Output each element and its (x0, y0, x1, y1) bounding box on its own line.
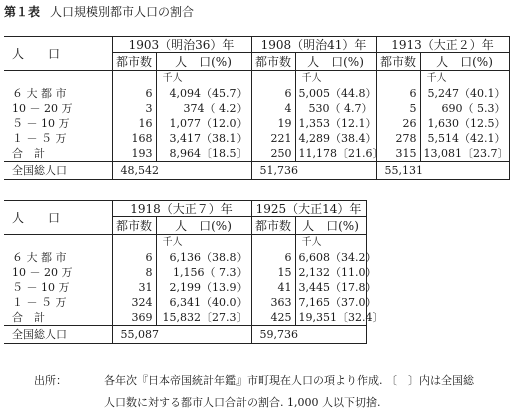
population-cell: 6,136（38.8） (156, 250, 251, 265)
unit-row (4, 235, 366, 251)
cities-cell: 31 (112, 280, 156, 295)
cities-cell: 4 (251, 101, 295, 116)
cities-cell: 324 (112, 295, 156, 310)
cities-count-header: 都市数 (376, 53, 420, 71)
population-header: 人 口(%) (420, 53, 509, 71)
period-header-1918: 1918（大正７）年 (112, 201, 251, 217)
source-label: 出所： (34, 374, 67, 387)
row-label: １ － ５ 万 (12, 132, 67, 145)
population-header: 人 口(%) (295, 53, 376, 71)
cities-cell: 369 (112, 310, 156, 326)
population-cell: 4,289（38.4） (295, 131, 376, 146)
period-header-1903: 1903（明治36）年 (112, 37, 251, 53)
national-population-cell: 51,736 (251, 162, 376, 180)
row-label: ６ 大 都 市 (12, 87, 67, 100)
row-label: 10 － 20 万 (12, 266, 73, 279)
table-row-total (4, 146, 509, 162)
population-cell: 11,178〔21.6〕 (295, 146, 376, 162)
table-title: 人口規模別都市人口の割合 (50, 5, 195, 19)
population-cell: 2,132（11.0） (295, 265, 366, 280)
cities-cell: 8 (112, 265, 156, 280)
cities-count-header: 都市数 (112, 53, 156, 71)
cities-cell: 278 (376, 131, 420, 146)
row-label: １ － ５ 万 (12, 296, 67, 309)
population-cell: 3,445（17.8） (295, 280, 366, 295)
unit-label: 千人 (156, 71, 251, 87)
population-cell: 6,341（40.0） (156, 295, 251, 310)
unit-label: 千人 (295, 235, 366, 251)
unit-label: 千人 (420, 71, 509, 87)
table-row (4, 250, 366, 265)
national-population-cell: 55,087 (112, 326, 251, 344)
cities-count-header: 都市数 (251, 53, 295, 71)
population-cell: 5,247（40.1） (420, 86, 509, 101)
cities-cell: 250 (251, 146, 295, 162)
population-cell: 7,165（37.0） (295, 295, 366, 310)
cities-cell: 315 (376, 146, 420, 162)
row-label: 10 － 20 万 (12, 102, 73, 115)
national-population-cell: 48,542 (112, 162, 251, 180)
cities-cell: 3 (112, 101, 156, 116)
cities-count-header: 都市数 (251, 217, 295, 235)
population-cell: 374（ 4.2） (156, 101, 251, 116)
population-cell: 530（ 4.7） (295, 101, 376, 116)
source-note-line-2: 人口数に対する都市人口合計の割合. 1,000 人以下切捨. (104, 396, 381, 409)
population-cell: 3,417（38.1） (156, 131, 251, 146)
cities-cell: 6 (251, 250, 295, 265)
header-row-period (4, 201, 366, 217)
population-header: 人 口(%) (295, 217, 366, 235)
row-label: 全国総人口 (4, 326, 112, 344)
table-row (4, 131, 509, 146)
row-label: ６ 大 都 市 (12, 251, 67, 264)
row-label: 合 計 (12, 311, 45, 324)
table-row (4, 101, 509, 116)
table-row-total (4, 310, 366, 326)
table-row (4, 265, 366, 280)
cities-cell: 26 (376, 116, 420, 131)
period-header-1913: 1913（大正２）年 (376, 37, 509, 53)
cities-cell: 19 (251, 116, 295, 131)
population-table-bottom (4, 200, 384, 344)
cities-cell: 41 (251, 280, 295, 295)
table-row (4, 295, 366, 310)
cities-cell: 6 (112, 86, 156, 101)
cities-cell: 15 (251, 265, 295, 280)
cities-count-header: 都市数 (112, 217, 156, 235)
row-label: ５ － 10 万 (12, 117, 70, 130)
period-header-1925: 1925（大正14）年 (251, 201, 366, 217)
cities-cell: 16 (112, 116, 156, 131)
row-label: ５ － 10 万 (12, 281, 70, 294)
population-cell: 6,608（34.2） (295, 250, 366, 265)
table-row (4, 280, 366, 295)
unit-label: 千人 (156, 235, 251, 251)
population-cell: 5,514（42.1） (420, 131, 509, 146)
page-title (4, 3, 194, 20)
cities-cell: 221 (251, 131, 295, 146)
population-cell: 5,005（44.8） (295, 86, 376, 101)
population-cell: 19,351〔32.4〕 (295, 310, 366, 326)
population-cell: 1,156（ 7.3） (156, 265, 251, 280)
population-cell: 1,630（12.5） (420, 116, 509, 131)
cities-cell: 6 (112, 250, 156, 265)
population-header: 人 口(%) (156, 217, 251, 235)
population-header: 人 口(%) (156, 53, 251, 71)
table-row (4, 86, 509, 101)
cities-cell: 6 (251, 86, 295, 101)
table-number: 第１表 (4, 5, 41, 19)
unit-row (4, 71, 509, 87)
population-cell: 1,077（12.0） (156, 116, 251, 131)
cities-cell: 363 (251, 295, 295, 310)
cities-cell: 193 (112, 146, 156, 162)
table-row-national-population (4, 162, 509, 180)
cities-cell: 425 (251, 310, 295, 326)
table-row-national-population (4, 326, 366, 344)
cities-cell: 168 (112, 131, 156, 146)
row-label: 全国総人口 (4, 162, 112, 180)
population-table-top (4, 36, 510, 180)
population-cell: 1,353（12.1） (295, 116, 376, 131)
national-population-cell: 55,131 (376, 162, 509, 180)
table-row (4, 116, 509, 131)
row-label: 合 計 (12, 147, 45, 160)
population-cell: 4,094（45.7） (156, 86, 251, 101)
population-cell: 13,081〔23.7〕 (420, 146, 509, 162)
header-row-period (4, 37, 509, 53)
cities-cell: 6 (376, 86, 420, 101)
population-cell: 15,832〔27.3〕 (156, 310, 251, 326)
population-cell: 8,964〔18.5〕 (156, 146, 251, 162)
cities-cell: 5 (376, 101, 420, 116)
source-note-line-1: 各年次『日本帝国統計年鑑』市町現在人口の項より作成. 〔 〕内は全国総 (104, 374, 474, 387)
corner-label: 人 口 (12, 46, 61, 61)
unit-label: 千人 (295, 71, 376, 87)
national-population-cell: 59,736 (251, 326, 366, 344)
population-cell: 2,199（13.9） (156, 280, 251, 295)
population-cell: 690（ 5.3） (420, 101, 509, 116)
period-header-1908: 1908（明治41）年 (251, 37, 376, 53)
corner-label: 人 口 (12, 210, 61, 225)
